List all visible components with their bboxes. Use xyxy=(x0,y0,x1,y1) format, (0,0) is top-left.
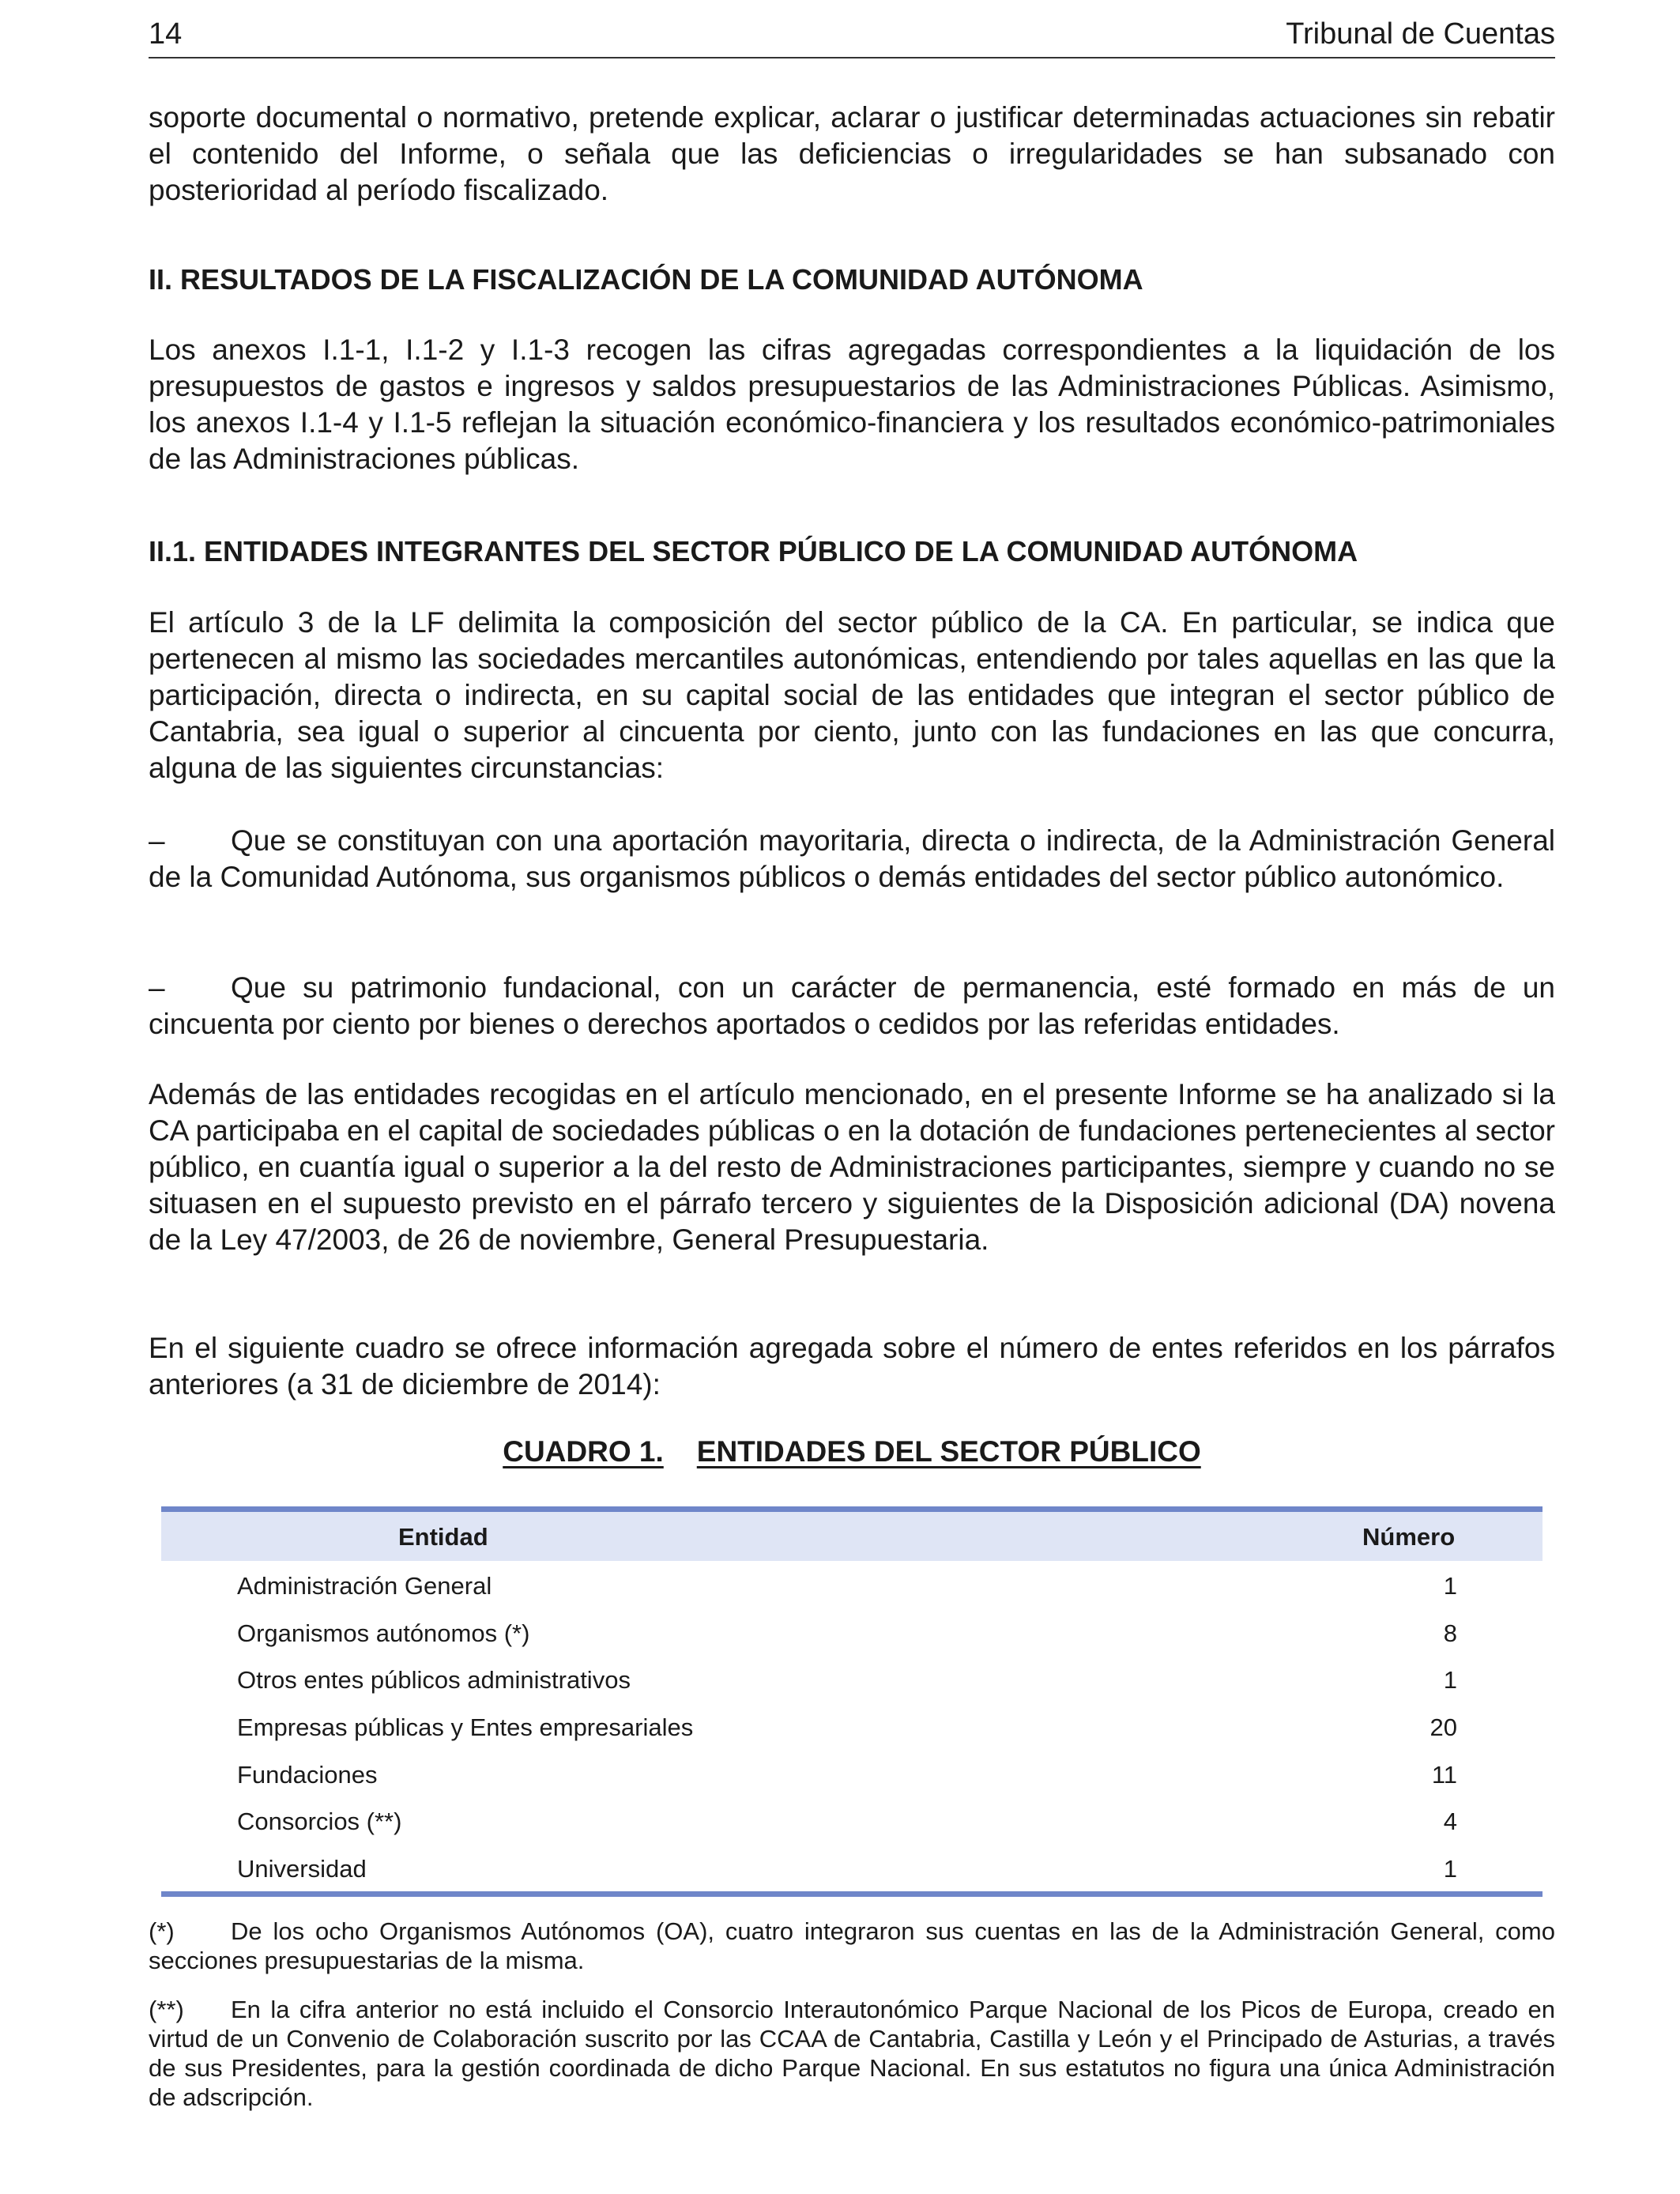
row-entity: Fundaciones xyxy=(237,1760,378,1789)
row-number: 11 xyxy=(1431,1760,1457,1789)
header-number: Número xyxy=(1362,1523,1456,1551)
row-entity: Empresas públicas y Entes empresariales xyxy=(237,1713,694,1742)
table-top-rule xyxy=(161,1506,1543,1512)
table-row xyxy=(161,1608,1543,1656)
table-title-text: ENTIDADES DEL SECTOR PÚBLICO xyxy=(696,1435,1201,1468)
footnote-2-mark: (**) xyxy=(149,1996,184,2023)
table-intro-paragraph: En el siguiente cuadro se ofrece información agregada sobre el número de entes referidos en los párrafos anteriores (a 31 de diciembre de 2014): xyxy=(149,1332,1555,1400)
table-bottom-rule xyxy=(161,1891,1543,1897)
intro-paragraph: soporte documental o normativo, pretende explicar, aclarar o justificar determinadas actuaciones sin rebatir el contenido del Informe, o señala que las deficiencias o irregularidades se han subsanado con posterioridad al período fiscalizado. xyxy=(149,101,1555,206)
row-entity: Consorcios (**) xyxy=(237,1808,402,1836)
row-entity: Administración General xyxy=(237,1572,492,1600)
subsection-heading: II.1. ENTIDADES INTEGRANTES DEL SECTOR PÚBLICO DE LA COMUNIDAD AUTÓNOMA xyxy=(149,535,1358,567)
additional-paragraph: Además de las entidades recogidas en el artículo mencionado, en el presente Informe se ha analizado si la CA participaba en el capital de sociedades públicas o en la dotación de fundaciones pertenecientes al sector público, en cuantía igual o superior a la del resto de Administraciones participantes, siempre y cuando no se situasen en el supuesto previsto en el párrafo tercero y siguientes de la Disposición adicional (DA) novena de la Ley 47/2003, de 26 de noviembre, General Presupuestaria. xyxy=(149,1078,1555,1256)
footnote-2 xyxy=(149,1995,1555,2112)
dash-bullet: – xyxy=(149,971,165,1004)
table-row xyxy=(161,1844,1543,1891)
row-number: 4 xyxy=(1443,1808,1457,1836)
row-entity: Organismos autónomos (*) xyxy=(237,1619,530,1647)
entities-table xyxy=(161,1506,1543,1897)
table-header-row xyxy=(161,1512,1543,1561)
page-number: 14 xyxy=(149,17,183,51)
footnote-2-text: En la cifra anterior no está incluido el Consorcio Interautonómico Parque Nacional de los Picos de Europa, creado en virtud de un Convenio de Colaboración suscrito por las CCAA de Cantabria, Castilla y León y el Principado de Asturias, a través de sus Presidentes, para la gestión coordinada de dicho Parque Nacional. En sus estatutos no figura una única Administración de adscripción. xyxy=(149,1996,1555,2111)
dash-item-1-text: Que se constituyan con una aportación mayoritaria, directa o indirecta, de la Administración General de la Comunidad Autónoma, sus organismos públicos o demás entidades del sector público autonómico. xyxy=(149,824,1555,893)
header-entity: Entidad xyxy=(398,1523,488,1551)
section-paragraph: Los anexos I.1-1, I.1-2 y I.1-3 recogen las cifras agregadas correspondientes a la liquidación de los presupuestos de gastos e ingresos y saldos presupuestarios de las Administraciones Públicas. Asimismo, los anexos I.1-4 y I.1-5 reflejan la situación económico-financiera y los resultados económico-patrimoniales de las Administraciones públicas. xyxy=(149,334,1555,475)
table-row xyxy=(161,1796,1543,1844)
header-organization: Tribunal de Cuentas xyxy=(1286,17,1555,51)
dash-bullet: – xyxy=(149,824,165,857)
row-number: 20 xyxy=(1430,1713,1457,1742)
table-row xyxy=(161,1561,1543,1608)
dash-item-2-text: Que su patrimonio fundacional, con un carácter de permanencia, esté formado en más de un cincuenta por ciento por bienes o derechos aportados o cedidos por las referidas entidades. xyxy=(149,971,1555,1040)
footnote-1 xyxy=(149,1917,1555,1975)
row-number: 1 xyxy=(1443,1572,1457,1600)
footnote-1-text: De los ocho Organismos Autónomos (OA), cuatro integraron sus cuentas en las de la Administración General, como secciones presupuestarias de la misma. xyxy=(149,1917,1555,1974)
page-header xyxy=(149,17,1555,58)
row-number: 8 xyxy=(1443,1619,1457,1647)
table-title-label: CUADRO 1. xyxy=(503,1435,664,1468)
section-heading: II. RESULTADOS DE LA FISCALIZACIÓN DE LA COMUNIDAD AUTÓNOMA xyxy=(149,263,1143,296)
footnote-1-mark: (*) xyxy=(149,1917,175,1945)
table-row xyxy=(161,1702,1543,1750)
table-row xyxy=(161,1655,1543,1702)
row-number: 1 xyxy=(1443,1666,1457,1695)
table-title xyxy=(149,1435,1555,1468)
subsection-paragraph: El artículo 3 de la LF delimita la composición del sector público de la CA. En particular, se indica que pertenecen al mismo las sociedades mercantiles autonómicas, entendiendo por tales aquellas en las que la participación, directa o indirecta, en su capital social de las entidades que integran el sector público de Cantabria, sea igual o superior al cincuenta por ciento, junto con las fundaciones en las que concurra, alguna de las siguientes circunstancias: xyxy=(149,606,1555,784)
dash-item-1 xyxy=(149,823,1555,895)
row-number: 1 xyxy=(1443,1855,1457,1883)
dash-item-2 xyxy=(149,970,1555,1042)
table-row xyxy=(161,1750,1543,1797)
row-entity: Universidad xyxy=(237,1855,367,1883)
row-entity: Otros entes públicos administrativos xyxy=(237,1666,631,1695)
